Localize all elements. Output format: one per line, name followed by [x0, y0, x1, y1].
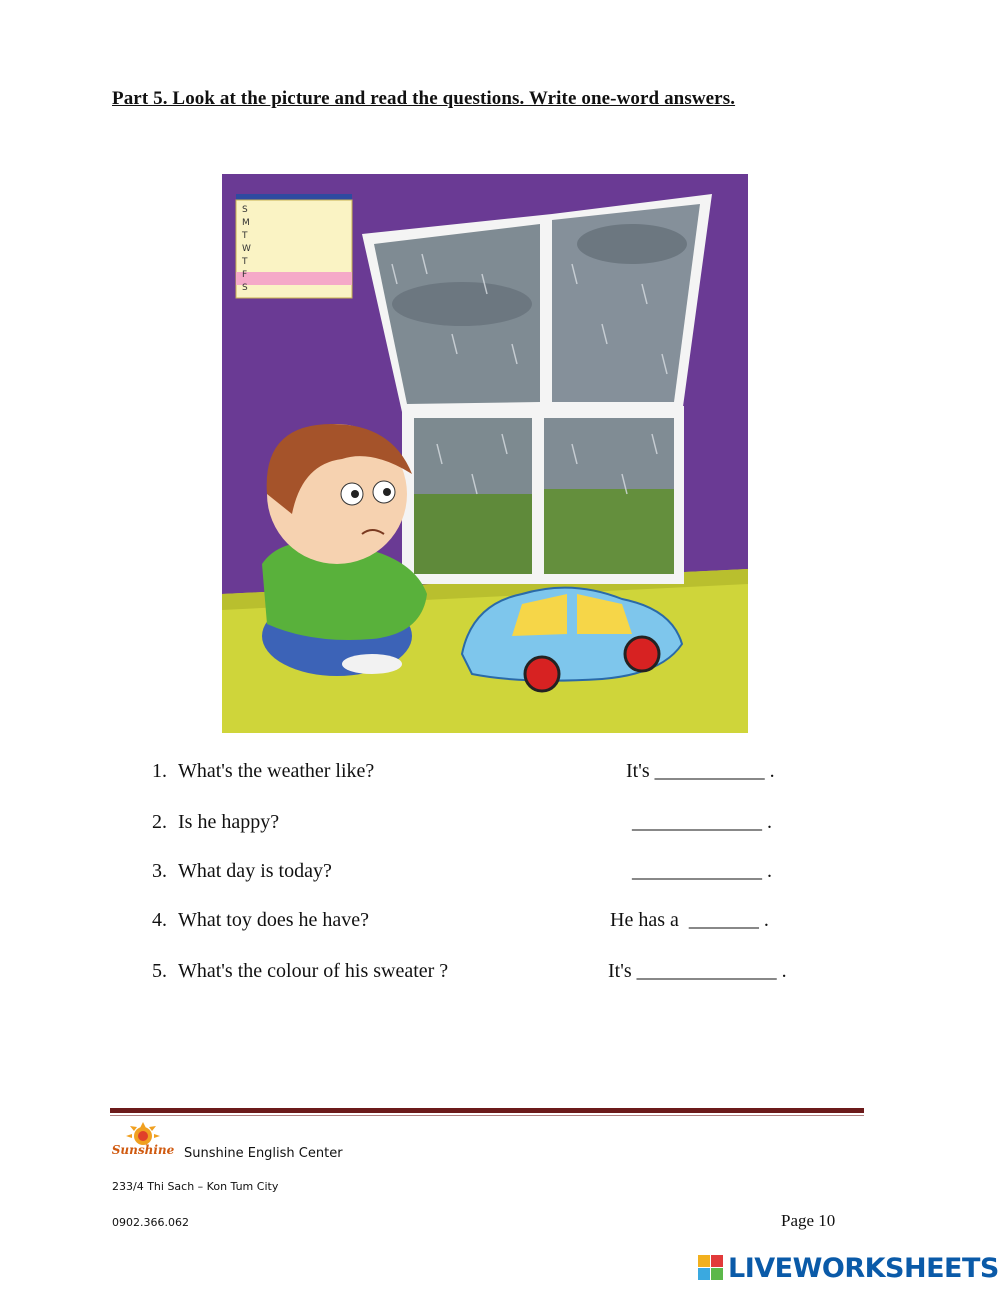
- calendar-days: [236, 272, 352, 285]
- liveworksheets-logo-icon: [698, 1255, 724, 1281]
- question-4: [152, 909, 369, 932]
- center-name: Sunshine English Center: [184, 1146, 343, 1161]
- liveworksheets-watermark: [698, 1253, 999, 1283]
- question-number: 4.: [152, 909, 167, 931]
- center-address: 233/4 Thi Sach – Kon Tum City: [112, 1180, 279, 1193]
- calendar-day: F: [242, 270, 248, 280]
- logo-text: Sunshine: [112, 1143, 174, 1157]
- question-number: 1.: [152, 760, 167, 782]
- part-heading: Part 5. Look at the picture and read the questions. Write one-word answers.: [112, 88, 736, 109]
- answer-blank-5[interactable]: It's ______________ .: [608, 960, 787, 982]
- answer-blank-4[interactable]: He has a _______ .: [610, 909, 769, 931]
- answer-blank-1[interactable]: It's ___________ .: [626, 760, 775, 782]
- calendar-day: T: [242, 257, 248, 267]
- answer-blank-2[interactable]: _____________ .: [632, 811, 772, 833]
- question-number: 3.: [152, 860, 167, 882]
- question-number: 2.: [152, 811, 167, 833]
- question-text: What toy does he have?: [178, 909, 370, 931]
- calendar-day: M: [242, 218, 250, 228]
- question-3: [152, 860, 332, 883]
- page-number: Page 10: [781, 1211, 836, 1230]
- question-text: What's the weather like?: [178, 760, 375, 782]
- question-text: What day is today?: [178, 860, 332, 882]
- footer-divider: [110, 1108, 864, 1113]
- calendar-day: T: [242, 231, 248, 241]
- question-number: 5.: [152, 960, 167, 982]
- question-text: What's the colour of his sweater ?: [178, 960, 449, 982]
- liveworksheets-text: LIVEWORKSHEETS: [728, 1252, 999, 1284]
- calendar-day: S: [242, 283, 248, 293]
- question-2: [152, 811, 279, 834]
- footer-divider-thin: [110, 1115, 864, 1116]
- center-phone: 0902.366.062: [112, 1216, 189, 1229]
- answer-blank-3[interactable]: _____________ .: [632, 860, 772, 882]
- sunshine-logo: [112, 1122, 174, 1162]
- calendar-day: S: [242, 205, 248, 215]
- calendar-day: W: [242, 244, 251, 254]
- question-text: Is he happy?: [178, 811, 280, 833]
- rainy-day-illustration: [222, 174, 748, 733]
- question-5: [152, 960, 448, 983]
- question-1: [152, 760, 374, 783]
